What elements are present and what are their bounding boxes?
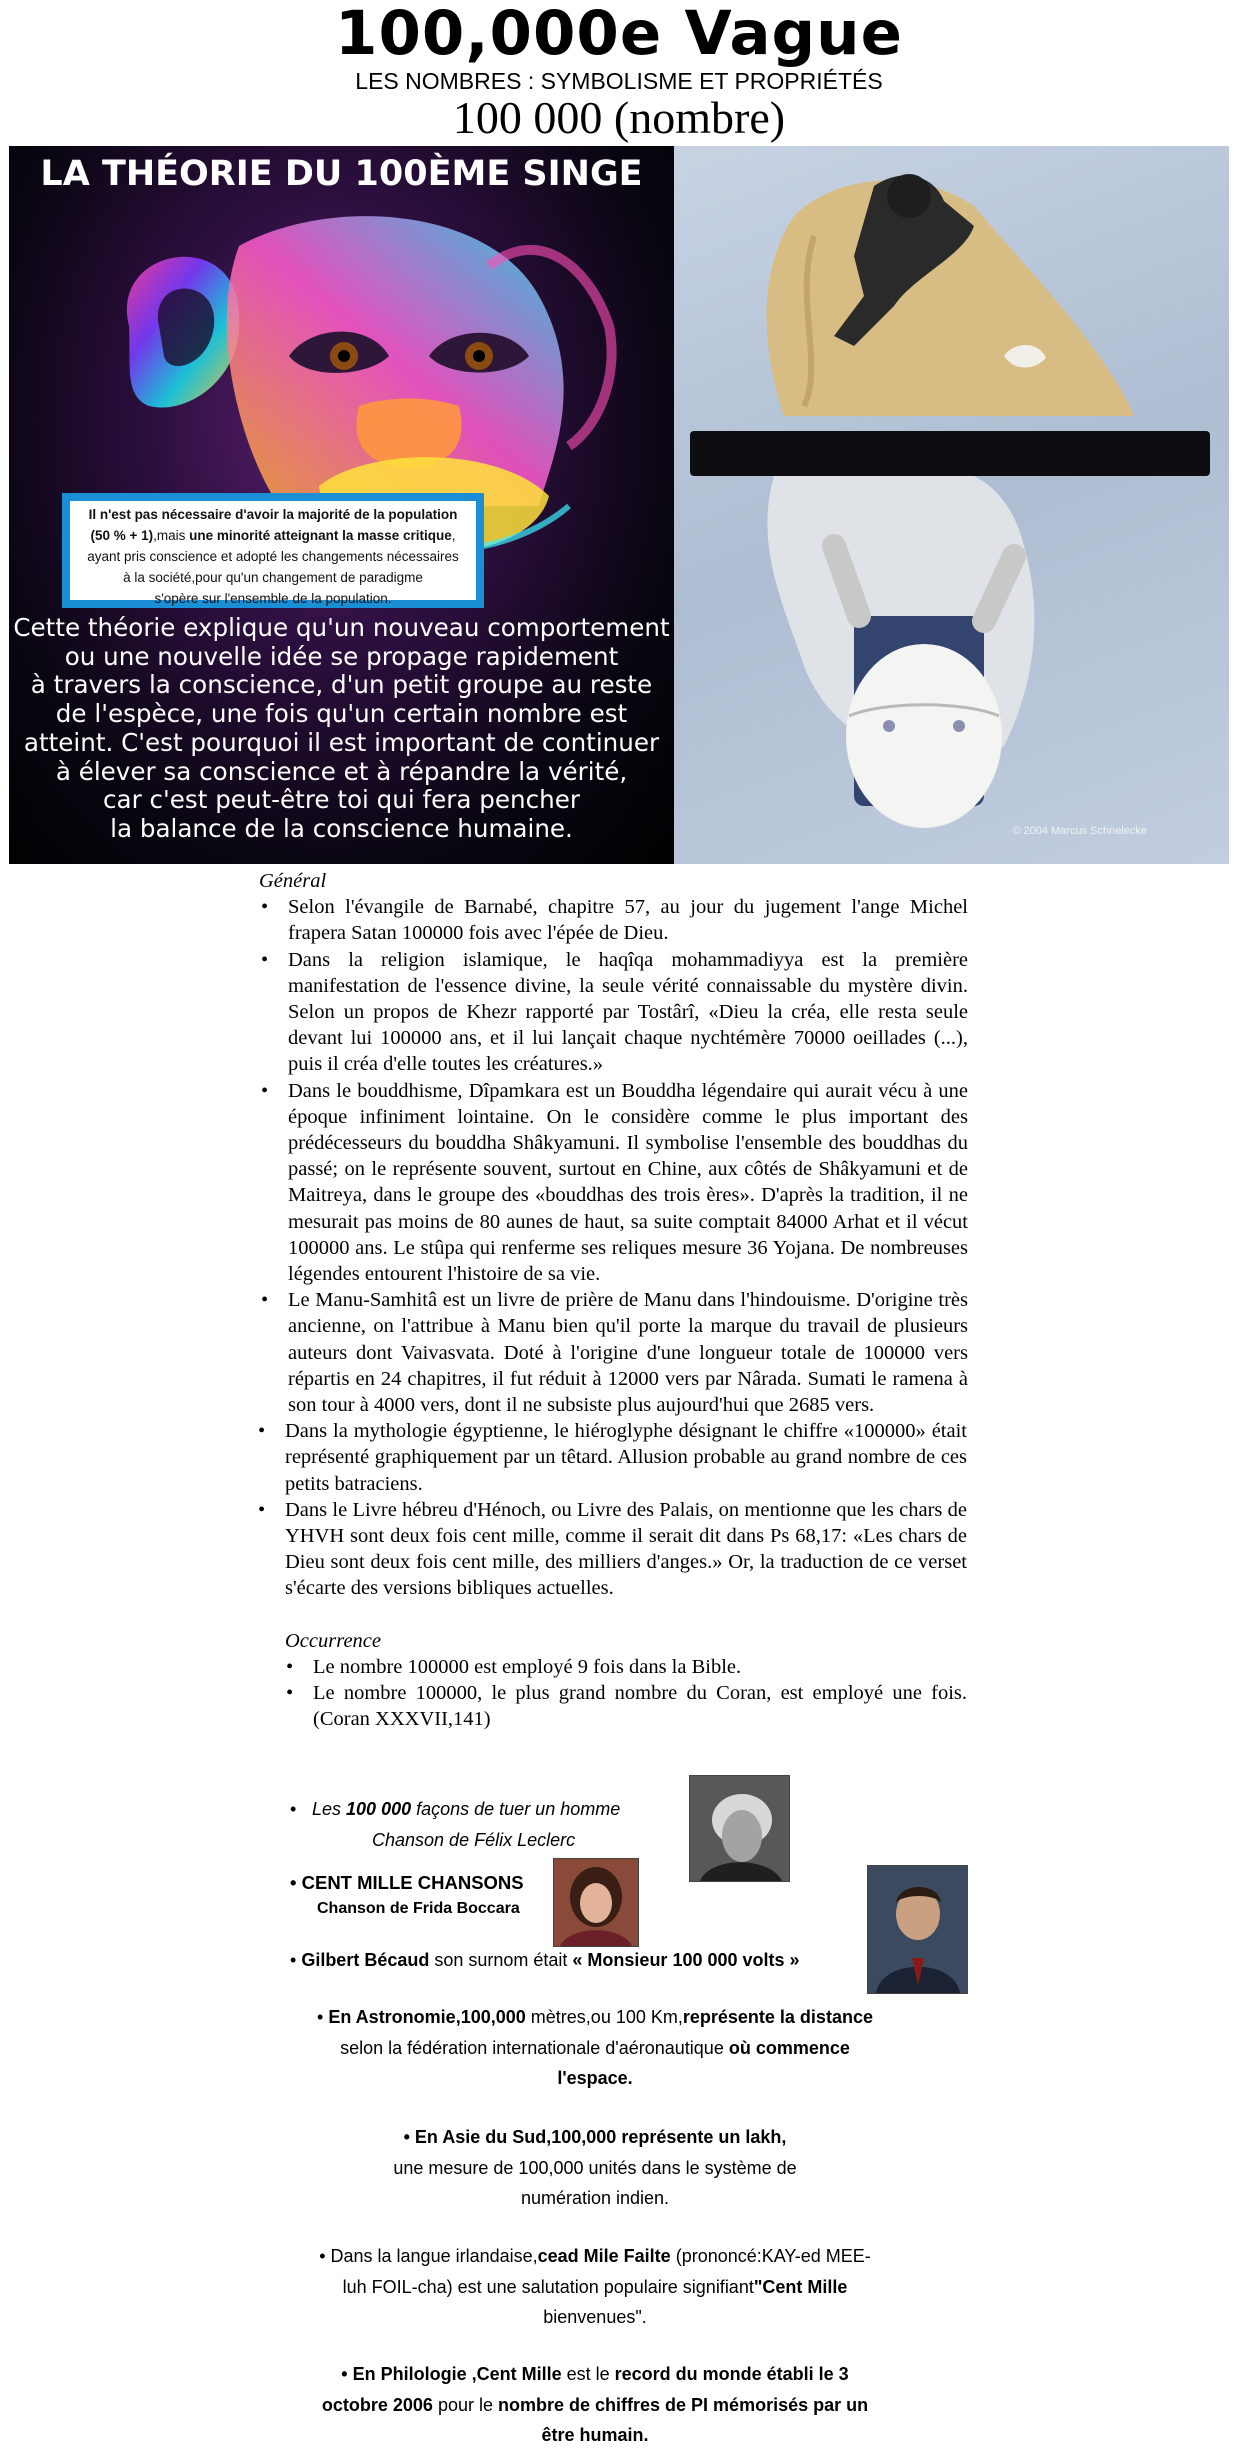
- astro-d: mètres,ou 100 Km,: [525, 2007, 683, 2027]
- monkey-callout-box: [62, 493, 484, 608]
- photo-credit: © 2004 Marcus Schnelecke: [1012, 825, 1147, 837]
- page-heading: 100 000 (nombre): [452, 92, 786, 143]
- list-item: • Dans le Livre hébreu d'Hénoch, ou Livre des Palais, on mentionne que les chars de YHVH sont deux fois cent mille, comme il serait dit dans Ps 68,17: «Les chars de Dieu sont deux fois cent mille, des milliers d'anges.» Or, la traduction de ce verset s'écarte des versions bibliques actuelles.: [285, 1497, 967, 1602]
- boccara-title: CENT MILLE CHANSONS: [301, 1872, 524, 1893]
- becaud-text: son surnom était: [429, 1950, 573, 1970]
- callout-line-5: s'opère sur l'ensemble de la population.: [154, 591, 392, 606]
- general-list-continued: [285, 1418, 967, 1601]
- astro-h: l'espace.: [557, 2068, 633, 2088]
- leclerc-subtitle: Chanson de Félix Leclerc: [372, 1830, 576, 1850]
- list-item: • Dans la mythologie égyptienne, le hiéroglyphe désignant le chiffre «100000» était représenté graphiquement par un têtard. Allusion probable au grand nombre de ces petits batraciens.: [285, 1418, 967, 1497]
- list-item: • Le nombre 100000 est employé 9 fois dans la Bible.: [313, 1654, 967, 1680]
- asia-a: En Asie du Sud,100,000 représente un lakh,: [414, 2127, 787, 2147]
- boccara-song: • CENT MILLE CHANSONS Chanson de Frida Boccara: [290, 1867, 560, 1920]
- leclerc-title-a: Les: [312, 1799, 347, 1819]
- occurrence-section-title: Occurrence: [285, 1629, 381, 1652]
- content-body: [251, 868, 967, 1733]
- hundredth-monkey-image: [9, 146, 674, 864]
- irish-e: "Cent Mille: [753, 2276, 848, 2297]
- general-section-title: Général: [259, 870, 327, 892]
- philo-c: record du monde établi le 3: [614, 2364, 849, 2384]
- frida-boccara-photo: [553, 1858, 639, 1947]
- irish-b: cead Mile Failte: [537, 2246, 671, 2266]
- callout-line-1: Il n'est pas nécessaire d'avoir la majorité de la population: [88, 507, 458, 522]
- becaud-quote-open: « Monsieur: [572, 1950, 673, 1970]
- astronomy-fact: • En Astronomie,100,000 mètres,ou 100 Km,représente la distance selon la fédération internationale d'aéronautique où commence l'espace.: [317, 2007, 873, 2088]
- astro-b: ,: [455, 2007, 461, 2027]
- boccara-subtitle: Chanson de Frida Boccara: [317, 1900, 520, 1917]
- leclerc-title-c: façons de tuer un homme: [411, 1799, 621, 1819]
- list-item: • Dans la religion islamique, le haqîqa mohammadiyya est la première manifestation de l'essence divine, la seule vérité connaissable du mystère divin. Selon un propos de Khezr rapporté par Tostârî, «Dieu la créa, elle resta seule devant lui 100000 ans, et il lui lançait chaque nychtémère 70000 oeillades (...), puis il créa d'elle toutes les créatures.»: [288, 947, 968, 1078]
- asia-c: numération indien.: [520, 2188, 670, 2208]
- astro-f: selon la fédération internationale d'aéronautique: [340, 2037, 729, 2058]
- philology-fact: • En Philologie ,Cent Mille est le record du monde établi le 3 octobre 2006 pour le nombre de chiffres de PI mémorisés par un être humain.: [321, 2364, 869, 2445]
- list-item: • Le nombre 100000, le plus grand nombre du Coran, est employé une fois. (Coran XXXVII,141): [313, 1680, 967, 1732]
- leclerc-title-number: 100 000: [346, 1799, 412, 1819]
- philo-f: nombre de chiffres de PI mémorisés par un: [498, 2394, 869, 2415]
- becaud-name: Gilbert Bécaud: [301, 1950, 430, 1970]
- irish-f: bienvenues".: [543, 2307, 647, 2327]
- felix-leclerc-photo: [689, 1775, 790, 1882]
- astro-c: 100,000: [460, 2007, 526, 2027]
- becaud-volts: 100 000 volts: [672, 1950, 785, 1970]
- astro-g: où commence: [728, 2037, 850, 2058]
- callout-line-4: à la société,pour qu'un changement de paradigme: [123, 570, 423, 585]
- astro-a: En Astronomie: [328, 2007, 456, 2027]
- callout-comma: ,: [451, 528, 456, 543]
- philo-e: pour le: [432, 2394, 498, 2415]
- site-title: 100,000e Vague: [335, 0, 903, 69]
- irish-a: Dans la langue irlandaise,: [330, 2246, 538, 2266]
- gorilla-astronaut-diorama-image: [674, 146, 1229, 864]
- general-list: [288, 894, 968, 1418]
- diorama-illustration: [674, 146, 1229, 864]
- astro-e: représente la distance: [682, 2007, 873, 2027]
- list-item: • Dans le bouddhisme, Dîpamkara est un Bouddha légendaire qui aurait vécu à une époque infiniment lointaine. On le considère comme le plus important des prédécesseurs du bouddha Shâkyamuni. Il symbolise l'ensemble des bouddhas du passé; on le représente souvent, surtout en Chine, aux côtés de Shâkyamuni et de Maitreya, dans le groupe des «bouddhas des trois ères». D'après la tradition, il ne mesurait pas moins de 80 aunes de haut, sa suite comptait 84000 Arhat et il vécut 100000 ans. Le stûpa qui renferme ses reliques mesure 36 Yojana. De nombreuses légendes entourent l'histoire de sa vie.: [288, 1078, 968, 1288]
- gilbert-becaud-photo: [867, 1865, 968, 1994]
- page-subtitle: LES NOMBRES : SYMBOLISME ET PROPRIÉTÉS: [355, 68, 883, 94]
- asia-b: une mesure de 100,000 unités dans le système de: [393, 2157, 797, 2178]
- philo-b: est le: [561, 2364, 615, 2384]
- theory-explanation-text: Cette théorie explique qu'un nouveau comportement ou une nouvelle idée se propage rapidement à travers la conscience, d'un petit groupe au reste de l'espèce, une fois qu'un certain nombre est atteint. C'est pourquoi il est important de continuer à élever sa conscience et à répandre la vérité, car c'est peut-être toi qui fera pencher la balance de la conscience humaine.: [13, 613, 670, 843]
- irish-fact: • Dans la langue irlandaise,cead Mile Failte (prononcé:KAY-ed MEE- luh FOIL-cha) est une salutation populaire signifiant"Cent Mille bienvenues".: [285, 2241, 905, 2333]
- callout-fraction: (50 % + 1): [90, 528, 154, 543]
- becaud-quote-close: »: [784, 1950, 800, 1970]
- occurrence-list: [313, 1654, 967, 1733]
- philo-d: octobre 2006: [321, 2394, 433, 2415]
- becaud-line: • Gilbert Bécaud son surnom était « Monsieur 100 000 volts »: [290, 1950, 800, 1970]
- list-item: • Le Manu-Samhitâ est un livre de prière de Manu dans l'hindouisme. D'origine très ancienne, on l'attribue à Manu bien qu'il porte la marque du travail de plusieurs auteurs dont Vaivasvata. Doté à l'origine d'une longueur totale de 100000 vers répartis en 24 chapitres, il fut réduit à 12000 vers par Nârada. Sumati le ramena à son tour à 4000 vers, dont il ne subsiste plus aujourd'hui que 2685 vers.: [288, 1287, 968, 1418]
- callout-but: ,mais: [153, 528, 190, 543]
- callout-minority: une minorité atteignant la masse critique: [189, 528, 452, 543]
- south-asia-fact: • En Asie du Sud,100,000 représente un lakh, une mesure de 100,000 unités dans le système de numération indien.: [285, 2122, 905, 2214]
- irish-d: luh FOIL-cha) est une salutation populaire signifiant: [342, 2276, 754, 2297]
- philo-a: En Philologie ,Cent Mille: [352, 2364, 562, 2384]
- leclerc-song: • Les 100 000 façons de tuer un homme Chanson de Félix Leclerc: [290, 1794, 670, 1856]
- philo-g: être humain.: [541, 2425, 649, 2445]
- list-item: • Selon l'évangile de Barnabé, chapitre 57, au jour du jugement l'ange Michel frapera Satan 100000 fois avec l'épée de Dieu.: [288, 894, 968, 946]
- irish-c: (prononcé:KAY-ed MEE-: [670, 2246, 871, 2266]
- callout-line-3: ayant pris conscience et adopté les changements nécessaires: [87, 549, 459, 564]
- monkey-image-title: LA THÉORIE DU 100ÈME SINGE: [40, 154, 643, 194]
